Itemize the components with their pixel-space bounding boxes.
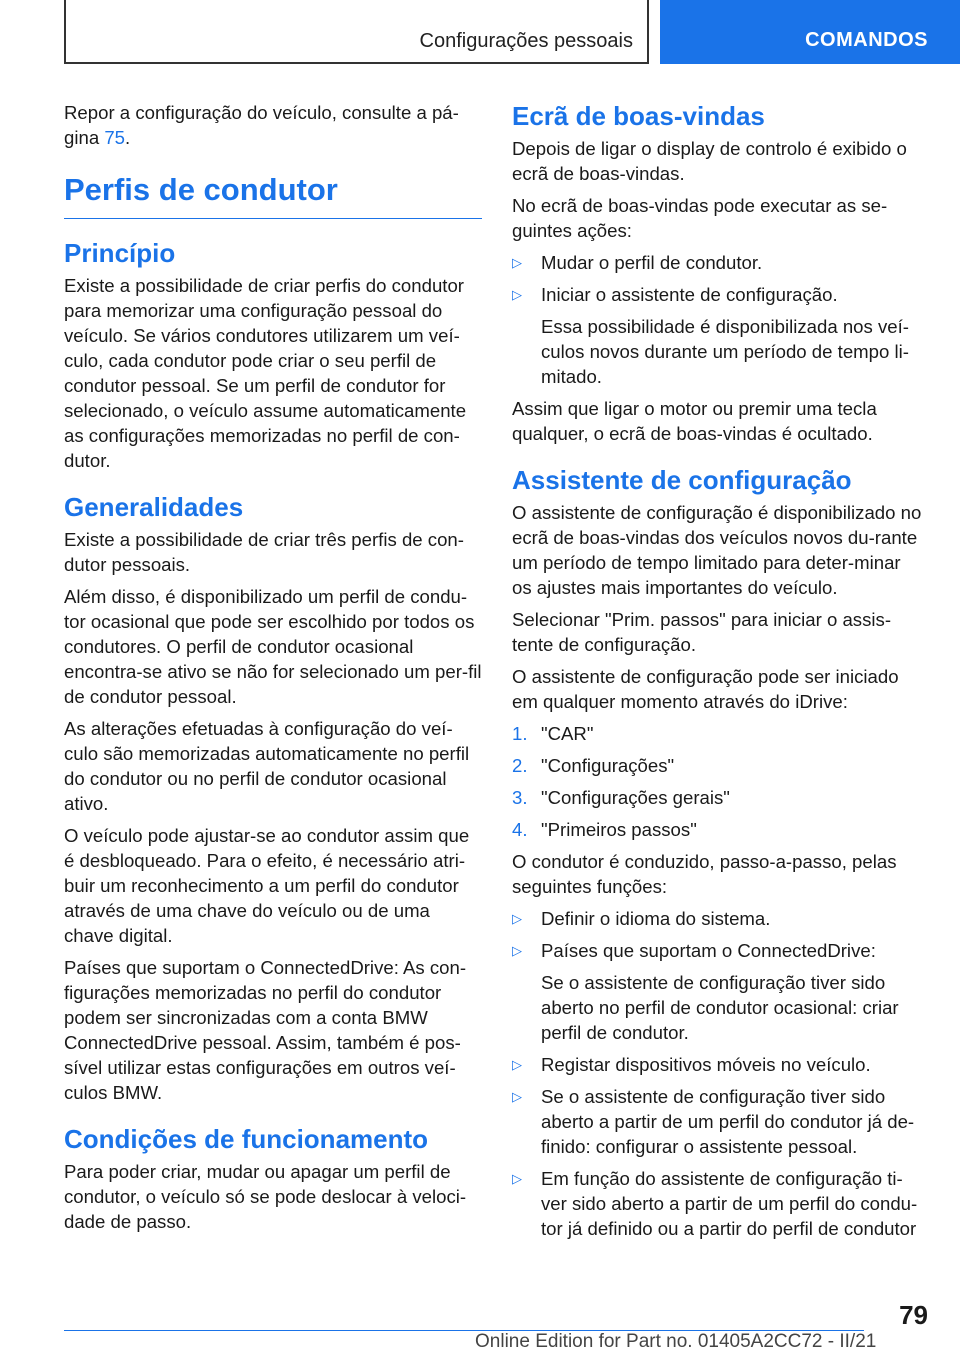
chapter-label: COMANDOS — [805, 29, 928, 51]
intro-paragraph — [64, 100, 482, 150]
list-item — [512, 1052, 924, 1077]
assist-paragraph-1: O assistente de configuração é disponibilizado no ecrã de boas-vindas dos veículos novos du-rante um período de tempo limitado para deter-minar os ajustes mais importantes do veículo. — [512, 502, 922, 598]
triangle-bullet-icon: ▷ — [512, 943, 522, 958]
gen-paragraph-5: Países que suportam o ConnectedDrive: As con-figurações memorizadas no perfil do condutor podem ser sincronizadas com a conta BMW ConnectedDrive pessoal. Assim, também é pos-sível utilizar estas configurações em outros veí-culos BMW. — [64, 957, 467, 1103]
bullet-note: Essa possibilidade é disponibilizada nos veí-culos novos durante um período de tempo li-mitado. — [541, 316, 909, 387]
bullet-text: Registar dispositivos móveis no veículo. — [541, 1054, 871, 1075]
chapter-heading: Perfis de condutor — [64, 170, 482, 219]
triangle-bullet-icon: ▷ — [512, 255, 522, 270]
step-text: "Primeiros passos" — [541, 819, 697, 840]
gen-paragraph-3: As alterações efetuadas à configuração do veí-culo são memorizadas automaticamente no perfil do condutor ou no perfil de condutor ocasional ativo. — [64, 718, 470, 814]
list-item — [512, 906, 924, 931]
step-number: 4. — [512, 819, 528, 840]
list-item — [512, 250, 924, 275]
page-link[interactable]: 75 — [104, 127, 126, 148]
gen-paragraph-1: Existe a possibilidade de criar três perfis de con-dutor pessoais. — [64, 529, 464, 575]
triangle-bullet-icon: ▷ — [512, 911, 522, 926]
triangle-bullet-icon: ▷ — [512, 1057, 522, 1072]
step-number: 2. — [512, 755, 528, 776]
ecra-paragraph-3: Assim que ligar o motor ou premir uma tecla qualquer, o ecrã de boas-vindas é ocultado. — [512, 398, 877, 444]
list-item — [512, 282, 924, 307]
gen-paragraph-2: Além disso, é disponibilizado um perfil de condu-tor ocasional que pode ser escolhido por todos os condutores. O perfil de condutor ocasional encontra-se ativo se não for selecionado um per-fil de condutor pessoal. — [64, 586, 482, 707]
step-text: "Configurações" — [541, 755, 675, 776]
step-text: "Configurações gerais" — [541, 787, 730, 808]
step-item — [512, 817, 924, 842]
page-number: 79 — [899, 1300, 928, 1330]
condicoes-heading: Condições de funcionamento — [64, 1124, 429, 1154]
list-item — [512, 938, 924, 963]
right-column — [512, 100, 924, 1248]
ecra-heading: Ecrã de boas-vindas — [512, 101, 765, 131]
ecra-paragraph-1: Depois de ligar o display de controlo é exibido o ecrã de boas-vindas. — [512, 138, 907, 184]
bullet-text: Países que suportam o ConnectedDrive: — [541, 940, 876, 961]
step-item — [512, 785, 924, 810]
condicoes-text: Para poder criar, mudar ou apagar um perfil de condutor, o veículo só se pode deslocar à veloci-dade de passo. — [64, 1161, 467, 1232]
bullet-text: Iniciar o assistente de configuração. — [541, 284, 838, 305]
bullet-text: Mudar o perfil de condutor. — [541, 252, 763, 273]
principio-heading: Princípio — [64, 238, 176, 268]
edition-text: Online Edition for Part no. 01405A2CC72 - II/21 — [475, 1331, 877, 1352]
bullet-text: Definir o idioma do sistema. — [541, 908, 771, 929]
list-item — [512, 1084, 924, 1159]
triangle-bullet-icon: ▷ — [512, 1089, 522, 1104]
generalidades-heading: Generalidades — [64, 492, 244, 522]
step-number: 3. — [512, 787, 528, 808]
step-item — [512, 721, 924, 746]
step-number: 1. — [512, 723, 528, 744]
bullet-text: Em função do assistente de configuração ti-ver sido aberto a partir de um perfil do condu-tor já definido ou a partir do perfil de condutor — [541, 1168, 918, 1239]
ecra-paragraph-2: No ecrã de boas-vindas pode executar as se-guintes ações: — [512, 195, 888, 241]
step-text: "CAR" — [541, 723, 594, 744]
assist-paragraph-2: Selecionar "Prim. passos" para iniciar o assis-tente de configuração. — [512, 609, 892, 655]
chapter-tab[interactable] — [660, 0, 960, 64]
gen-paragraph-4: O veículo pode ajustar-se ao condutor assim que é desbloqueado. Para o efeito, é necessário atri-buir um reconhecimento a um perfil do condutor através de uma chave do veículo ou de uma chave digital. — [64, 825, 470, 946]
bullet-note: Se o assistente de configuração tiver sido aberto no perfil de condutor ocasional: criar perfil de condutor. — [541, 972, 899, 1043]
assist-paragraph-4: O condutor é conduzido, passo-a-passo, pelas seguintes funções: — [512, 851, 897, 897]
assistente-heading: Assistente de configuração — [512, 465, 852, 495]
step-item — [512, 753, 924, 778]
bullet-text: Se o assistente de configuração tiver sido aberto a partir de um perfil do condutor já de-finido: configurar o assistente pessoal. — [541, 1086, 915, 1157]
triangle-bullet-icon: ▷ — [512, 287, 522, 302]
section-title: Configurações pessoais — [419, 30, 633, 52]
header-box — [64, 0, 649, 64]
principio-text: Existe a possibilidade de criar perfis do condutor para memorizar uma configuração pessoal do veículo. Se vários condutores utilizarem um veí-culo, cada condutor pode criar o seu perfil de condutor pessoal. Se um perfil de condutor for selecionado, o veículo assume automaticamente as configurações memorizadas no perfil de con-dutor. — [64, 275, 467, 471]
intro-text: Repor a configuração do veículo, consulte a pá-gina — [64, 102, 459, 148]
intro-end: . — [125, 127, 131, 148]
left-column — [64, 100, 482, 1241]
assist-paragraph-3: O assistente de configuração pode ser iniciado em qualquer momento através do iDrive: — [512, 666, 899, 712]
list-item — [512, 1166, 924, 1241]
triangle-bullet-icon: ▷ — [512, 1171, 522, 1186]
